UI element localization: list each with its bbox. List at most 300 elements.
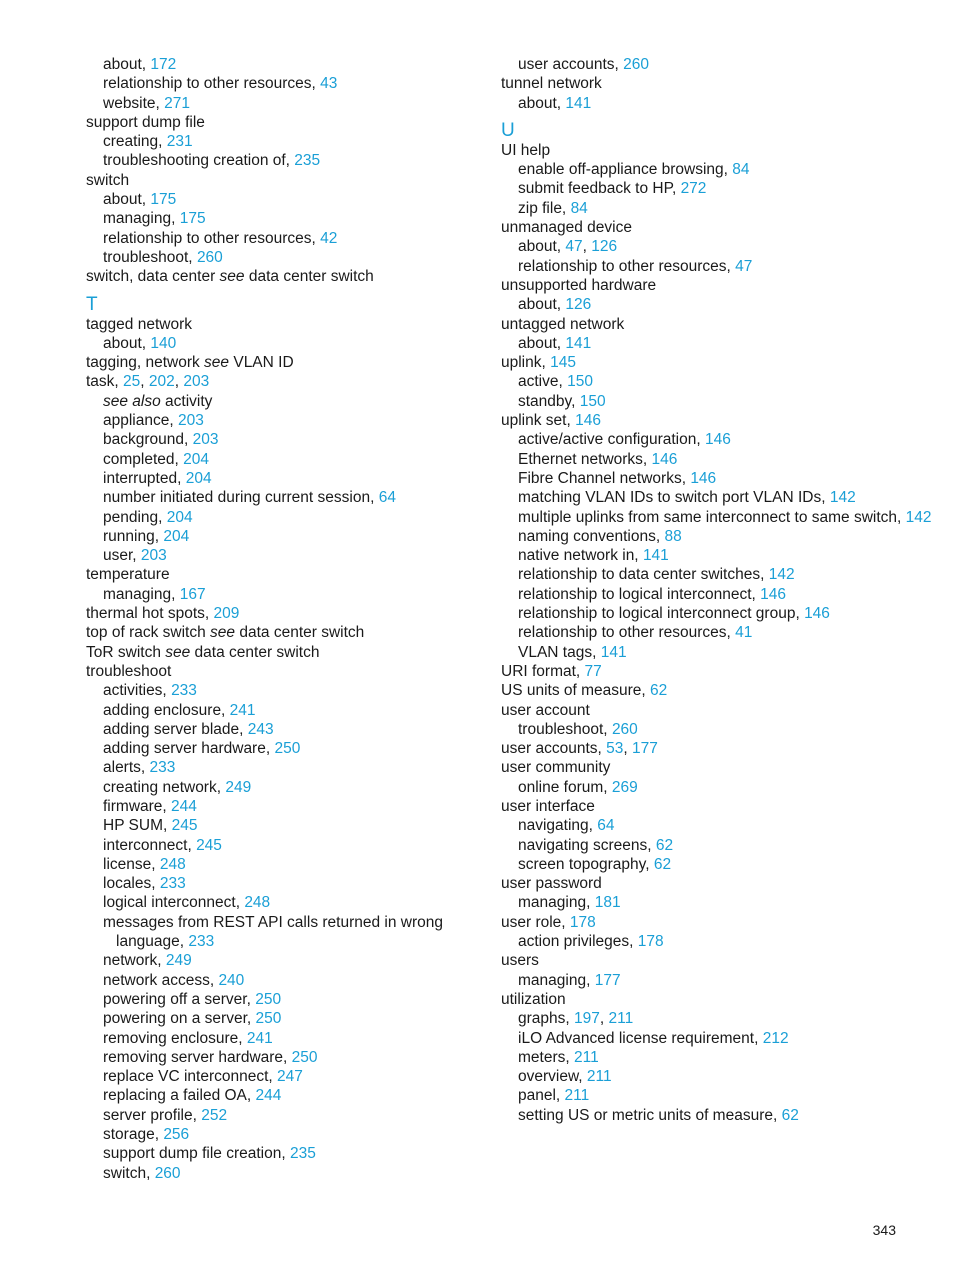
page-link[interactable]: 62 bbox=[781, 1106, 799, 1124]
entry-text: adding server hardware, bbox=[103, 740, 275, 758]
page-link[interactable]: 42 bbox=[320, 229, 338, 247]
page-link[interactable]: 141 bbox=[565, 334, 592, 352]
entry-text: meters, bbox=[518, 1048, 574, 1066]
entry-text: data center switch bbox=[190, 643, 320, 661]
page-link[interactable]: 241 bbox=[229, 701, 256, 719]
index-subentry bbox=[501, 623, 941, 642]
page-link[interactable]: 204 bbox=[185, 469, 212, 487]
entry-text: native network in, bbox=[518, 547, 643, 565]
index-subentry bbox=[501, 778, 941, 797]
entry-text: standby, bbox=[518, 392, 580, 410]
entry-text: tagging, network bbox=[86, 354, 205, 372]
page-link[interactable]: 260 bbox=[154, 1164, 181, 1182]
page-link[interactable]: 204 bbox=[163, 527, 190, 545]
page-link[interactable]: 272 bbox=[680, 180, 707, 198]
entry-text: relationship to logical interconnect group, bbox=[518, 605, 805, 623]
index-entry bbox=[86, 315, 486, 334]
index-subentry bbox=[86, 94, 486, 113]
index-entry bbox=[501, 739, 941, 758]
entry-text: , bbox=[599, 1010, 609, 1028]
entry-text: adding enclosure, bbox=[103, 701, 230, 719]
index-subentry bbox=[86, 816, 486, 835]
index-subentry bbox=[86, 1086, 486, 1105]
index-column-left bbox=[86, 55, 486, 1183]
index-subentry bbox=[86, 55, 486, 74]
page-link[interactable]: 203 bbox=[192, 431, 219, 449]
entry-text: tunnel network bbox=[501, 75, 602, 93]
index-subentry bbox=[86, 151, 486, 170]
entry-text: , bbox=[582, 238, 592, 256]
index-entry bbox=[501, 315, 941, 334]
page-link[interactable]: 204 bbox=[166, 508, 193, 526]
index-entry bbox=[501, 874, 941, 893]
entry-text: online forum, bbox=[518, 778, 612, 796]
page-link[interactable]: 248 bbox=[159, 855, 186, 873]
entry-text: messages from REST API calls returned in wrong language, bbox=[103, 913, 443, 951]
page-link[interactable]: 235 bbox=[294, 152, 321, 170]
page-link[interactable]: 167 bbox=[179, 585, 206, 603]
page-link[interactable]: 269 bbox=[611, 778, 638, 796]
entry-text: unmanaged device bbox=[501, 219, 632, 237]
page-link[interactable]: 260 bbox=[196, 248, 223, 266]
page-link[interactable]: 252 bbox=[201, 1106, 228, 1124]
index-subentry bbox=[86, 248, 486, 267]
entry-text: data center switch bbox=[235, 624, 365, 642]
entry-text: about, bbox=[518, 296, 566, 314]
page-link[interactable]: 77 bbox=[584, 662, 602, 680]
entry-text: network, bbox=[103, 952, 166, 970]
entry-text: URI format, bbox=[501, 662, 585, 680]
entry-text: active/active configuration, bbox=[518, 431, 705, 449]
index-subentry bbox=[86, 797, 486, 816]
page-link[interactable]: 175 bbox=[179, 210, 206, 228]
entry-text: HP SUM, bbox=[103, 817, 172, 835]
page-link[interactable]: 212 bbox=[762, 1029, 789, 1047]
entry-text: adding server blade, bbox=[103, 720, 248, 738]
index-subentry bbox=[86, 585, 486, 604]
page-link[interactable]: 233 bbox=[188, 933, 215, 951]
index-subentry bbox=[501, 295, 941, 314]
index-subentry bbox=[501, 392, 941, 411]
page-link[interactable]: 178 bbox=[637, 933, 664, 951]
index-subentry bbox=[86, 951, 486, 970]
entry-text: completed, bbox=[103, 450, 184, 468]
page-link[interactable]: 53 bbox=[606, 740, 624, 758]
page-link[interactable]: 197 bbox=[574, 1010, 600, 1028]
entry-text: activity bbox=[160, 392, 213, 410]
page-link[interactable]: 150 bbox=[567, 373, 593, 391]
index-subentry bbox=[501, 237, 941, 256]
entry-text: multiple uplinks from same interconnect to same switch, bbox=[518, 508, 906, 526]
page-link[interactable]: 62 bbox=[655, 836, 674, 854]
page-link[interactable]: 126 bbox=[565, 296, 592, 314]
index-subentry bbox=[501, 527, 941, 546]
entry-text: UI help bbox=[501, 141, 551, 159]
page-link[interactable]: 244 bbox=[255, 1087, 282, 1105]
entry-text: about, bbox=[518, 238, 566, 256]
entry-text: replace VC interconnect, bbox=[103, 1068, 278, 1086]
index-subentry bbox=[501, 55, 941, 74]
entry-text: switch, bbox=[103, 1164, 155, 1182]
entry-text: , bbox=[623, 740, 632, 758]
index-subentry bbox=[86, 971, 486, 990]
cross-reference-text: see bbox=[219, 268, 245, 286]
page-link[interactable]: 84 bbox=[732, 161, 750, 179]
page-link[interactable]: 146 bbox=[804, 605, 830, 623]
section-letter: U bbox=[501, 119, 515, 141]
entry-text: running, bbox=[103, 527, 164, 545]
index-entry bbox=[501, 681, 941, 700]
page-link[interactable]: 177 bbox=[594, 971, 621, 989]
page-link[interactable]: 245 bbox=[171, 817, 198, 835]
entry-text: relationship to other resources, bbox=[103, 229, 321, 247]
index-subentry bbox=[86, 1048, 486, 1067]
entry-text: relationship to logical interconnect, bbox=[518, 585, 761, 603]
entry-text: powering off a server, bbox=[103, 990, 256, 1008]
entry-text: about, bbox=[103, 334, 151, 352]
entry-text: removing enclosure, bbox=[103, 1029, 247, 1047]
entry-text: managing, bbox=[103, 585, 180, 603]
index-subentry bbox=[501, 1029, 941, 1048]
page-link[interactable]: 204 bbox=[183, 450, 210, 468]
page-link[interactable]: 250 bbox=[255, 1010, 282, 1028]
entry-text: server profile, bbox=[103, 1106, 202, 1124]
index-subentry bbox=[501, 855, 941, 874]
index-subentry bbox=[501, 932, 941, 951]
entry-text: replacing a failed OA, bbox=[103, 1087, 256, 1105]
entry-text: switch, data center bbox=[86, 268, 220, 286]
entry-text: VLAN ID bbox=[229, 354, 294, 372]
entry-text: graphs, bbox=[518, 1010, 575, 1028]
index-entry bbox=[501, 353, 941, 372]
index-subentry bbox=[501, 257, 941, 276]
index-entry bbox=[86, 113, 486, 132]
entry-text: creating network, bbox=[103, 778, 226, 796]
index-subentry bbox=[86, 701, 486, 720]
index-subentry bbox=[86, 855, 486, 874]
entry-text: relationship to data center switches, bbox=[518, 566, 769, 584]
page-link[interactable]: 240 bbox=[218, 971, 245, 989]
entry-text: user community bbox=[501, 759, 611, 777]
index-entry bbox=[86, 604, 486, 623]
entry-text: user role, bbox=[501, 913, 570, 931]
page-link[interactable]: 260 bbox=[611, 720, 638, 738]
index-subentry bbox=[501, 546, 941, 565]
page-link[interactable]: 256 bbox=[163, 1126, 190, 1144]
entry-text: creating, bbox=[103, 133, 167, 151]
index-subentry bbox=[501, 1106, 941, 1125]
entry-text: uplink, bbox=[501, 354, 551, 372]
page-link[interactable]: 249 bbox=[165, 952, 192, 970]
index-entry bbox=[501, 276, 941, 295]
entry-text: website, bbox=[103, 94, 165, 112]
page-link[interactable]: 142 bbox=[768, 566, 795, 584]
page-link[interactable]: 203 bbox=[177, 412, 204, 430]
index-entry bbox=[86, 623, 486, 642]
page-link[interactable]: 146 bbox=[690, 469, 717, 487]
index-entry bbox=[501, 951, 941, 970]
page-link[interactable]: 64 bbox=[378, 489, 396, 507]
index-subentry bbox=[86, 1009, 486, 1028]
page-link[interactable]: 231 bbox=[166, 133, 193, 151]
index-subentry bbox=[501, 160, 941, 179]
index-subentry bbox=[501, 488, 941, 507]
page-link[interactable]: 211 bbox=[586, 1068, 612, 1086]
page-link[interactable]: 248 bbox=[244, 894, 271, 912]
index-subentry bbox=[86, 874, 486, 893]
entry-text: panel, bbox=[518, 1087, 565, 1105]
page-link[interactable]: 146 bbox=[575, 412, 601, 430]
page-link[interactable]: 146 bbox=[704, 431, 731, 449]
index-entry bbox=[501, 797, 941, 816]
page-number: 343 bbox=[872, 1222, 896, 1238]
index-subentry bbox=[86, 1106, 486, 1125]
index-entry bbox=[86, 372, 486, 391]
entry-text: alerts, bbox=[103, 759, 150, 777]
page-link[interactable]: 211 bbox=[564, 1087, 590, 1105]
page-link[interactable]: 141 bbox=[642, 547, 669, 565]
entry-text: relationship to other resources, bbox=[518, 257, 736, 275]
entry-text: screen topography, bbox=[518, 855, 654, 873]
page-link[interactable]: 88 bbox=[664, 527, 682, 545]
index-subentry bbox=[86, 893, 486, 912]
entry-text: license, bbox=[103, 855, 160, 873]
page-link[interactable]: 43 bbox=[320, 75, 338, 93]
entry-text: removing server hardware, bbox=[103, 1048, 292, 1066]
cross-reference-text: see also bbox=[103, 392, 161, 410]
entry-text: logical interconnect, bbox=[103, 894, 245, 912]
page-link[interactable]: 141 bbox=[600, 643, 627, 661]
index-subentry bbox=[86, 681, 486, 700]
entry-text: Ethernet networks, bbox=[518, 450, 652, 468]
index-subentry bbox=[501, 372, 941, 391]
index-subentry bbox=[501, 893, 941, 912]
index-subentry bbox=[86, 1029, 486, 1048]
index-entry bbox=[86, 662, 486, 681]
section-letter: T bbox=[86, 293, 98, 315]
entry-text: enable off-appliance browsing, bbox=[518, 161, 733, 179]
index-subentry bbox=[86, 430, 486, 449]
index-subentry bbox=[86, 836, 486, 855]
index-subentry bbox=[501, 469, 941, 488]
entry-text: ToR switch bbox=[86, 643, 166, 661]
index-subentry bbox=[501, 565, 941, 584]
page-link[interactable]: 178 bbox=[569, 913, 596, 931]
entry-text: navigating, bbox=[518, 817, 598, 835]
index-entry bbox=[501, 218, 941, 237]
entry-text: user password bbox=[501, 875, 602, 893]
page-link[interactable]: 84 bbox=[570, 199, 588, 217]
page-link[interactable]: 140 bbox=[150, 334, 177, 352]
index-subentry bbox=[86, 209, 486, 228]
index-entry bbox=[501, 758, 941, 777]
page-link[interactable]: 62 bbox=[650, 682, 668, 700]
index-subentry bbox=[501, 720, 941, 739]
page-link[interactable]: 233 bbox=[149, 759, 176, 777]
entry-text: background, bbox=[103, 431, 193, 449]
index-subentry bbox=[501, 643, 941, 662]
index-subentry bbox=[86, 132, 486, 151]
entry-text: users bbox=[501, 952, 539, 970]
entry-text: about, bbox=[518, 334, 566, 352]
entry-text: activities, bbox=[103, 682, 172, 700]
entry-text: locales, bbox=[103, 875, 160, 893]
entry-text: navigating screens, bbox=[518, 836, 656, 854]
index-subentry bbox=[86, 720, 486, 739]
entry-text: action privileges, bbox=[518, 933, 638, 951]
index-subentry bbox=[86, 1125, 486, 1144]
page-link[interactable]: 146 bbox=[760, 585, 786, 603]
entry-text: iLO Advanced license requirement, bbox=[518, 1029, 763, 1047]
index-entry bbox=[86, 267, 486, 286]
entry-text: about, bbox=[103, 56, 151, 73]
page-link[interactable]: 243 bbox=[247, 720, 274, 738]
index-subentry bbox=[501, 199, 941, 218]
cross-reference-text: see bbox=[210, 624, 236, 642]
index-entry bbox=[501, 662, 941, 681]
page-link[interactable]: 47 bbox=[735, 257, 753, 275]
page-link[interactable]: 245 bbox=[196, 836, 222, 854]
entry-text: Fibre Channel networks, bbox=[518, 469, 691, 487]
page-link[interactable]: 211 bbox=[573, 1048, 599, 1066]
entry-text: interconnect, bbox=[103, 836, 197, 854]
index-subentry bbox=[501, 334, 941, 353]
page-link[interactable]: 247 bbox=[277, 1068, 303, 1086]
page-link[interactable]: 142 bbox=[905, 508, 932, 526]
index-subentry bbox=[86, 990, 486, 1009]
page-link[interactable]: 142 bbox=[829, 489, 856, 507]
index-column-right bbox=[501, 55, 941, 1125]
page-link[interactable]: 47 bbox=[565, 238, 583, 256]
index-subentry bbox=[86, 450, 486, 469]
page-link[interactable]: 250 bbox=[274, 740, 301, 758]
entry-text: , bbox=[174, 373, 184, 391]
entry-text: thermal hot spots, bbox=[86, 605, 214, 623]
index-subentry bbox=[501, 94, 941, 113]
entry-text: user account bbox=[501, 701, 590, 719]
page-link[interactable]: 41 bbox=[735, 624, 753, 642]
page-link[interactable]: 145 bbox=[550, 354, 576, 372]
page-link[interactable]: 203 bbox=[140, 547, 167, 565]
page-link[interactable]: 271 bbox=[164, 94, 191, 112]
index-subentry bbox=[86, 411, 486, 430]
entry-text: relationship to other resources, bbox=[103, 75, 321, 93]
entry-text: troubleshoot, bbox=[518, 720, 612, 738]
index-subentry bbox=[86, 527, 486, 546]
index-entry bbox=[501, 74, 941, 93]
entry-text: task, bbox=[86, 373, 124, 391]
page-link[interactable]: 244 bbox=[171, 797, 197, 815]
entry-text: managing, bbox=[518, 894, 595, 912]
entry-text: about, bbox=[103, 191, 151, 209]
index-entry bbox=[501, 990, 941, 1009]
index-subentry bbox=[501, 508, 941, 527]
entry-text: VLAN tags, bbox=[518, 643, 601, 661]
page-link[interactable]: 175 bbox=[150, 191, 177, 209]
index-entry bbox=[86, 643, 486, 662]
index-subentry bbox=[501, 430, 941, 449]
entry-text: top of rack switch bbox=[86, 624, 211, 642]
page-link[interactable]: 233 bbox=[159, 875, 186, 893]
entry-text: interrupted, bbox=[103, 469, 186, 487]
entry-text: troubleshoot bbox=[86, 662, 172, 680]
entry-text: zip file, bbox=[518, 199, 571, 217]
page-link[interactable]: 209 bbox=[213, 605, 240, 623]
page-link[interactable]: 126 bbox=[591, 238, 618, 256]
entry-text: setting US or metric units of measure, bbox=[518, 1106, 782, 1124]
page-link[interactable]: 203 bbox=[183, 373, 210, 391]
entry-text: overview, bbox=[518, 1068, 587, 1086]
page-link[interactable]: 260 bbox=[623, 56, 649, 73]
index-subentry bbox=[86, 392, 486, 411]
index-subentry bbox=[86, 758, 486, 777]
page-link[interactable]: 235 bbox=[289, 1145, 316, 1163]
index-subentry bbox=[86, 739, 486, 758]
entry-text: matching VLAN IDs to switch port VLAN IDs, bbox=[518, 489, 830, 507]
index-subentry bbox=[501, 971, 941, 990]
entry-text: unsupported hardware bbox=[501, 276, 657, 294]
page-link[interactable]: 250 bbox=[291, 1048, 318, 1066]
page-link[interactable]: 249 bbox=[225, 778, 252, 796]
index-entry bbox=[501, 701, 941, 720]
index-subentry bbox=[86, 469, 486, 488]
index-entry bbox=[501, 141, 941, 160]
entry-text: relationship to other resources, bbox=[518, 624, 736, 642]
index-subentry bbox=[501, 604, 941, 623]
page-link[interactable]: 233 bbox=[171, 682, 197, 700]
page-link[interactable]: 181 bbox=[594, 894, 621, 912]
page-link[interactable]: 62 bbox=[653, 855, 672, 873]
entry-text: support dump file bbox=[86, 113, 205, 131]
index-subentry bbox=[501, 836, 941, 855]
entry-text: US units of measure, bbox=[501, 682, 651, 700]
cross-reference-text: see bbox=[165, 643, 191, 661]
index-subentry bbox=[86, 508, 486, 527]
entry-text: network access, bbox=[103, 971, 219, 989]
page-link[interactable]: 25 bbox=[123, 373, 141, 391]
entry-text: submit feedback to HP, bbox=[518, 180, 681, 198]
page-link[interactable]: 150 bbox=[579, 392, 606, 410]
index-subentry bbox=[86, 1067, 486, 1086]
index-subentry bbox=[86, 546, 486, 565]
page-link[interactable]: 202 bbox=[148, 373, 175, 391]
page-link[interactable]: 146 bbox=[651, 450, 678, 468]
index-subentry bbox=[86, 190, 486, 209]
entry-text: user, bbox=[103, 547, 141, 565]
entry-text: active, bbox=[518, 373, 568, 391]
index-subentry bbox=[86, 74, 486, 93]
index-subentry bbox=[501, 1086, 941, 1105]
page-link[interactable]: 172 bbox=[150, 56, 177, 73]
page-link[interactable]: 241 bbox=[246, 1029, 273, 1047]
index-subentry bbox=[501, 1048, 941, 1067]
entry-text: troubleshoot, bbox=[103, 248, 197, 266]
index-entry bbox=[86, 353, 486, 372]
page-link[interactable]: 141 bbox=[565, 94, 592, 112]
page-link[interactable]: 177 bbox=[631, 740, 658, 758]
index-subentry bbox=[86, 334, 486, 353]
entry-text: user accounts, bbox=[518, 56, 624, 73]
page-link[interactable]: 64 bbox=[597, 817, 615, 835]
entry-text: powering on a server, bbox=[103, 1010, 256, 1028]
page-link[interactable]: 250 bbox=[255, 990, 282, 1008]
entry-text: uplink set, bbox=[501, 412, 576, 430]
index-subentry bbox=[86, 488, 486, 507]
index-entry bbox=[86, 171, 486, 190]
page-link[interactable]: 211 bbox=[608, 1010, 634, 1028]
entry-text: pending, bbox=[103, 508, 167, 526]
entry-text: firmware, bbox=[103, 797, 172, 815]
